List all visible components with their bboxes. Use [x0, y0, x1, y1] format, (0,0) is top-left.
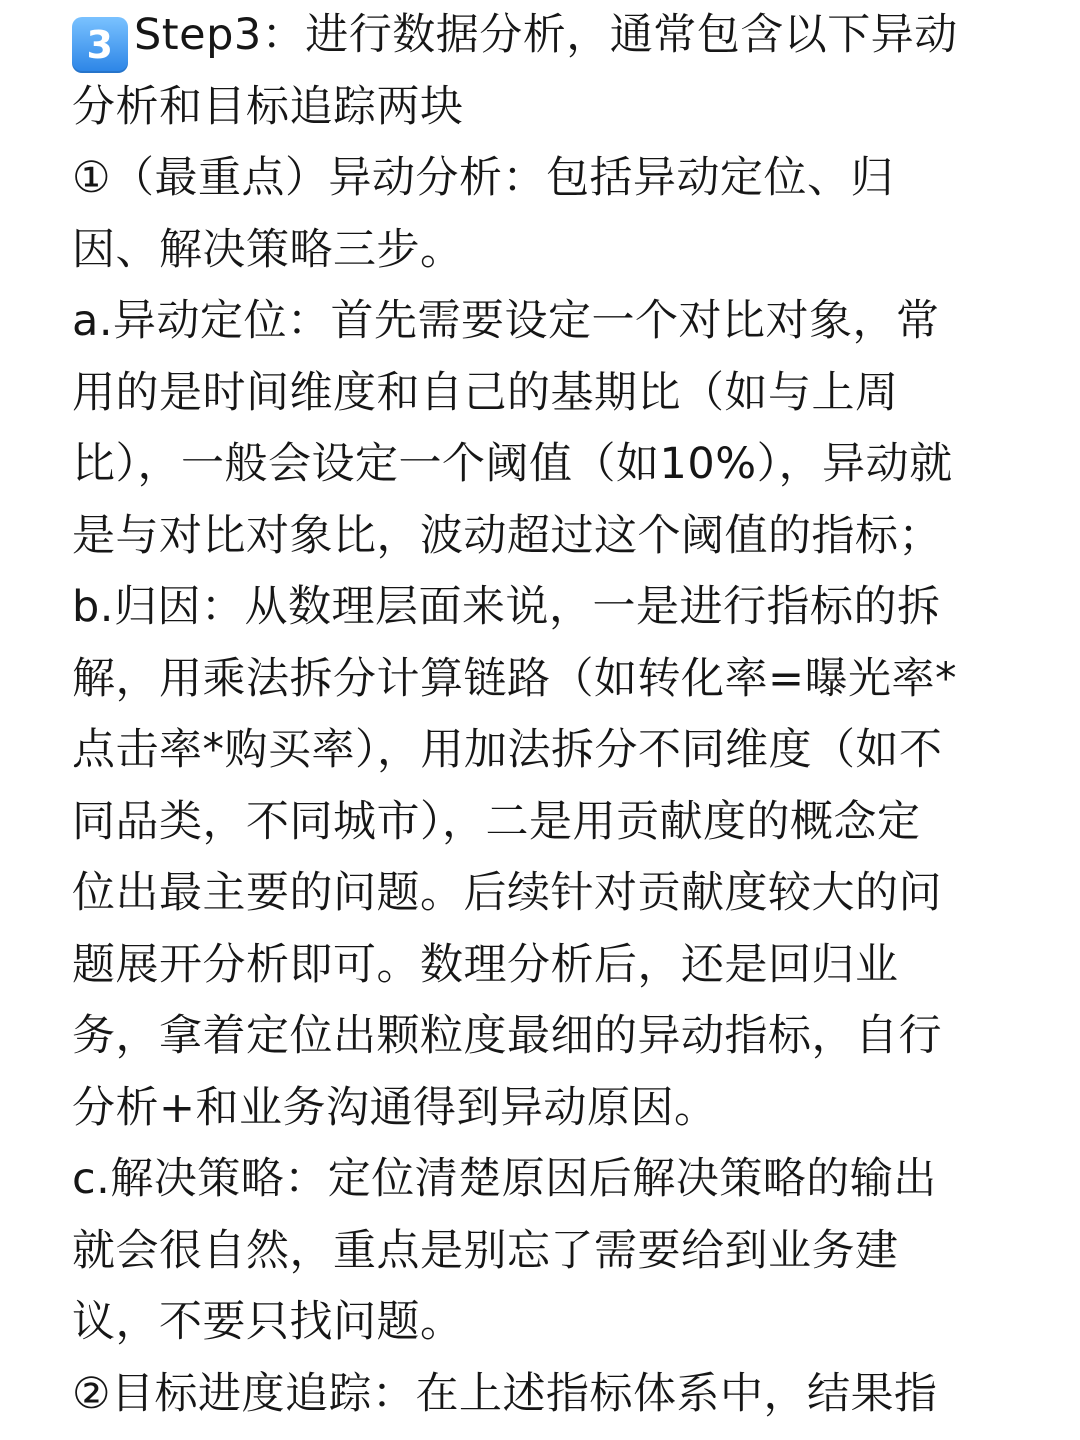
note-text-body — [72, 0, 1012, 1440]
anomaly-locate-line-1: a.异动定位：首先需要设定一个对比对象，常 — [72, 296, 940, 346]
anomaly-analysis-line-1: ①（最重点）异动分析：包括异动定位、归 — [72, 153, 895, 203]
attribution-line-1: b.归因：从数理层面来说，一是进行指标的拆 — [72, 582, 941, 632]
attribution-line-7: 务，拿着定位出颗粒度最细的异动指标，自行 — [72, 1011, 942, 1061]
attribution-line-3: 点击率*购买率），用加法拆分不同维度（如不 — [72, 725, 943, 775]
solution-strategy-line-2: 就会很自然，重点是别忘了需要给到业务建 — [72, 1225, 899, 1276]
keycap-3-icon: 3 — [72, 17, 128, 73]
step3-heading-text: Step3：进行数据分析，通常包含以下异动 — [134, 10, 958, 60]
attribution-line-2: 解，用乘法拆分计算链路（如转化率=曝光率* — [72, 653, 958, 704]
anomaly-analysis-line-2: 因、解决策略三步。 — [72, 224, 464, 275]
attribution-line-4: 同品类，不同城市），二是用贡献度的概念定 — [72, 796, 921, 847]
attribution-line-5: 位出最主要的问题。后续针对贡献度较大的问 — [72, 868, 942, 918]
anomaly-locate-line-3: 比），一般会设定一个阈值（如10%），异动就 — [72, 439, 953, 489]
step3-heading-line-1 — [72, 0, 1012, 72]
solution-strategy-line-3: 议，不要只找问题。 — [72, 1297, 464, 1347]
anomaly-locate-line-4: 是与对比对象比，波动超过这个阈值的指标； — [72, 510, 942, 561]
solution-strategy-line-1: c.解决策略：定位清楚原因后解决策略的输出 — [72, 1154, 937, 1204]
attribution-line-6: 题展开分析即可。数理分析后，还是回归业 — [72, 939, 899, 990]
anomaly-locate-line-2: 用的是时间维度和自己的基期比（如与上周 — [72, 367, 899, 418]
step3-heading-line-2: 分析和目标追踪两块 — [72, 81, 464, 132]
attribution-line-8: 分析+和业务沟通得到异动原因。 — [72, 1082, 718, 1133]
goal-tracking-line-1: ②目标进度追踪：在上述指标体系中，结果指 — [72, 1368, 938, 1419]
